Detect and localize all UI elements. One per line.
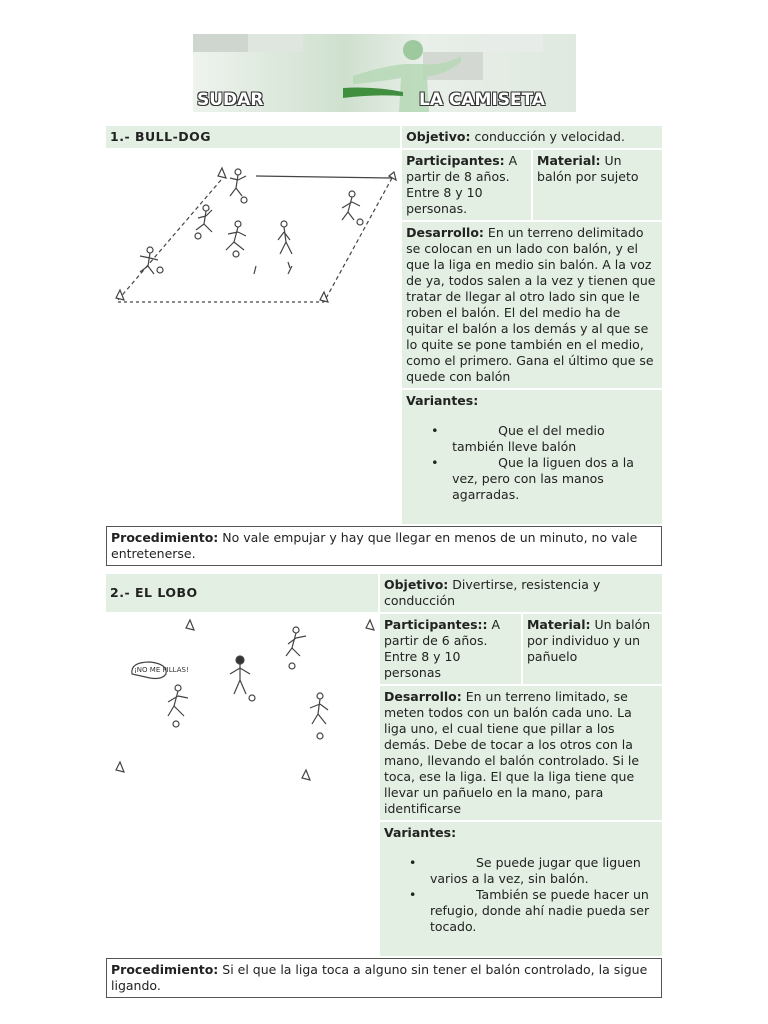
list-item: • Se puede jugar que liguen varios a la vez, sin balón. bbox=[430, 855, 658, 887]
desarrollo-cell: Desarrollo: En un terreno delimitado se colocan en un lado con balón, y el que la liga en medio sin balón. A la voz de ya, todos salen a la vez y tienen que tratar de llegar al otro lado sin que le roben el balón. El del medio ha de quitar el balón a los demás y al que se lo quite se pone también en el medio, como el primero. Gana el último que se quede con balón bbox=[402, 222, 662, 388]
material-cell: Material: Un balón por sujeto bbox=[533, 150, 662, 220]
activity-title: 2.- EL LOBO bbox=[106, 574, 378, 612]
banner-right-text: LA CAMISETA bbox=[419, 90, 546, 110]
material-cell: Material: Un balón por individuo y un pañuelo bbox=[523, 614, 662, 684]
activity-title: 1.- BULL-DOG bbox=[106, 126, 400, 148]
procedimiento-cell: Procedimiento: No vale empujar y hay que llegar en menos de un minuto, no vale entretenerse. bbox=[106, 526, 662, 566]
list-item: • También se puede hacer un refugio, donde ahí nadie pueda ser tocado. bbox=[430, 887, 658, 935]
objetivo-cell: Objetivo: conducción y velocidad. bbox=[402, 126, 662, 148]
participantes-cell: Participantes:: A partir de 6 años. Entre 8 y 10 personas bbox=[380, 614, 521, 684]
list-item: • Que la liguen dos a la vez, pero con las manos agarradas. bbox=[452, 455, 658, 503]
banner-left-text: SUDAR bbox=[197, 90, 264, 110]
variantes-list bbox=[406, 423, 658, 503]
procedimiento-cell: Procedimiento: Si el que la liga toca a alguno sin tener el balón controlado, la sigue ligando. bbox=[106, 958, 662, 998]
activity-card-2 bbox=[104, 572, 664, 1000]
sketch-speech-text: ¡NO ME PILLAS! bbox=[134, 666, 189, 674]
el-lobo-sketch-image bbox=[106, 614, 376, 944]
objetivo-cell: Objetivo: Divertirse, resistencia y conducción bbox=[380, 574, 662, 612]
activity-sketch bbox=[106, 150, 400, 524]
activity-sketch bbox=[106, 614, 378, 956]
variantes-cell: Variantes: • Que el del medio también lleve balón • Que la liguen dos a la vez, pero con las manos agarradas. bbox=[402, 390, 662, 524]
activity-card-1 bbox=[104, 124, 664, 568]
list-item: • Que el del medio también lleve balón bbox=[452, 423, 658, 455]
variantes-list bbox=[384, 855, 658, 935]
participantes-cell: Participantes: A partir de 8 años. Entre 8 y 10 personas. bbox=[402, 150, 531, 220]
variantes-cell: Variantes: • Se puede jugar que liguen varios a la vez, sin balón. • También se puede hacer un refugio, donde ahí nadie pueda ser tocado. bbox=[380, 822, 662, 956]
header-banner bbox=[193, 34, 576, 112]
bull-dog-sketch-image bbox=[106, 150, 398, 510]
desarrollo-cell: Desarrollo: En un terreno limitado, se meten todos con un balón cada uno. La liga uno, el cual tiene que pillar a los demás. Debe de tocar a los otros con la mano, llevando el balón controlado. Si le toca, ese la liga. El que la liga tiene que llevar un pañuelo en la mano, para identificarse bbox=[380, 686, 662, 820]
